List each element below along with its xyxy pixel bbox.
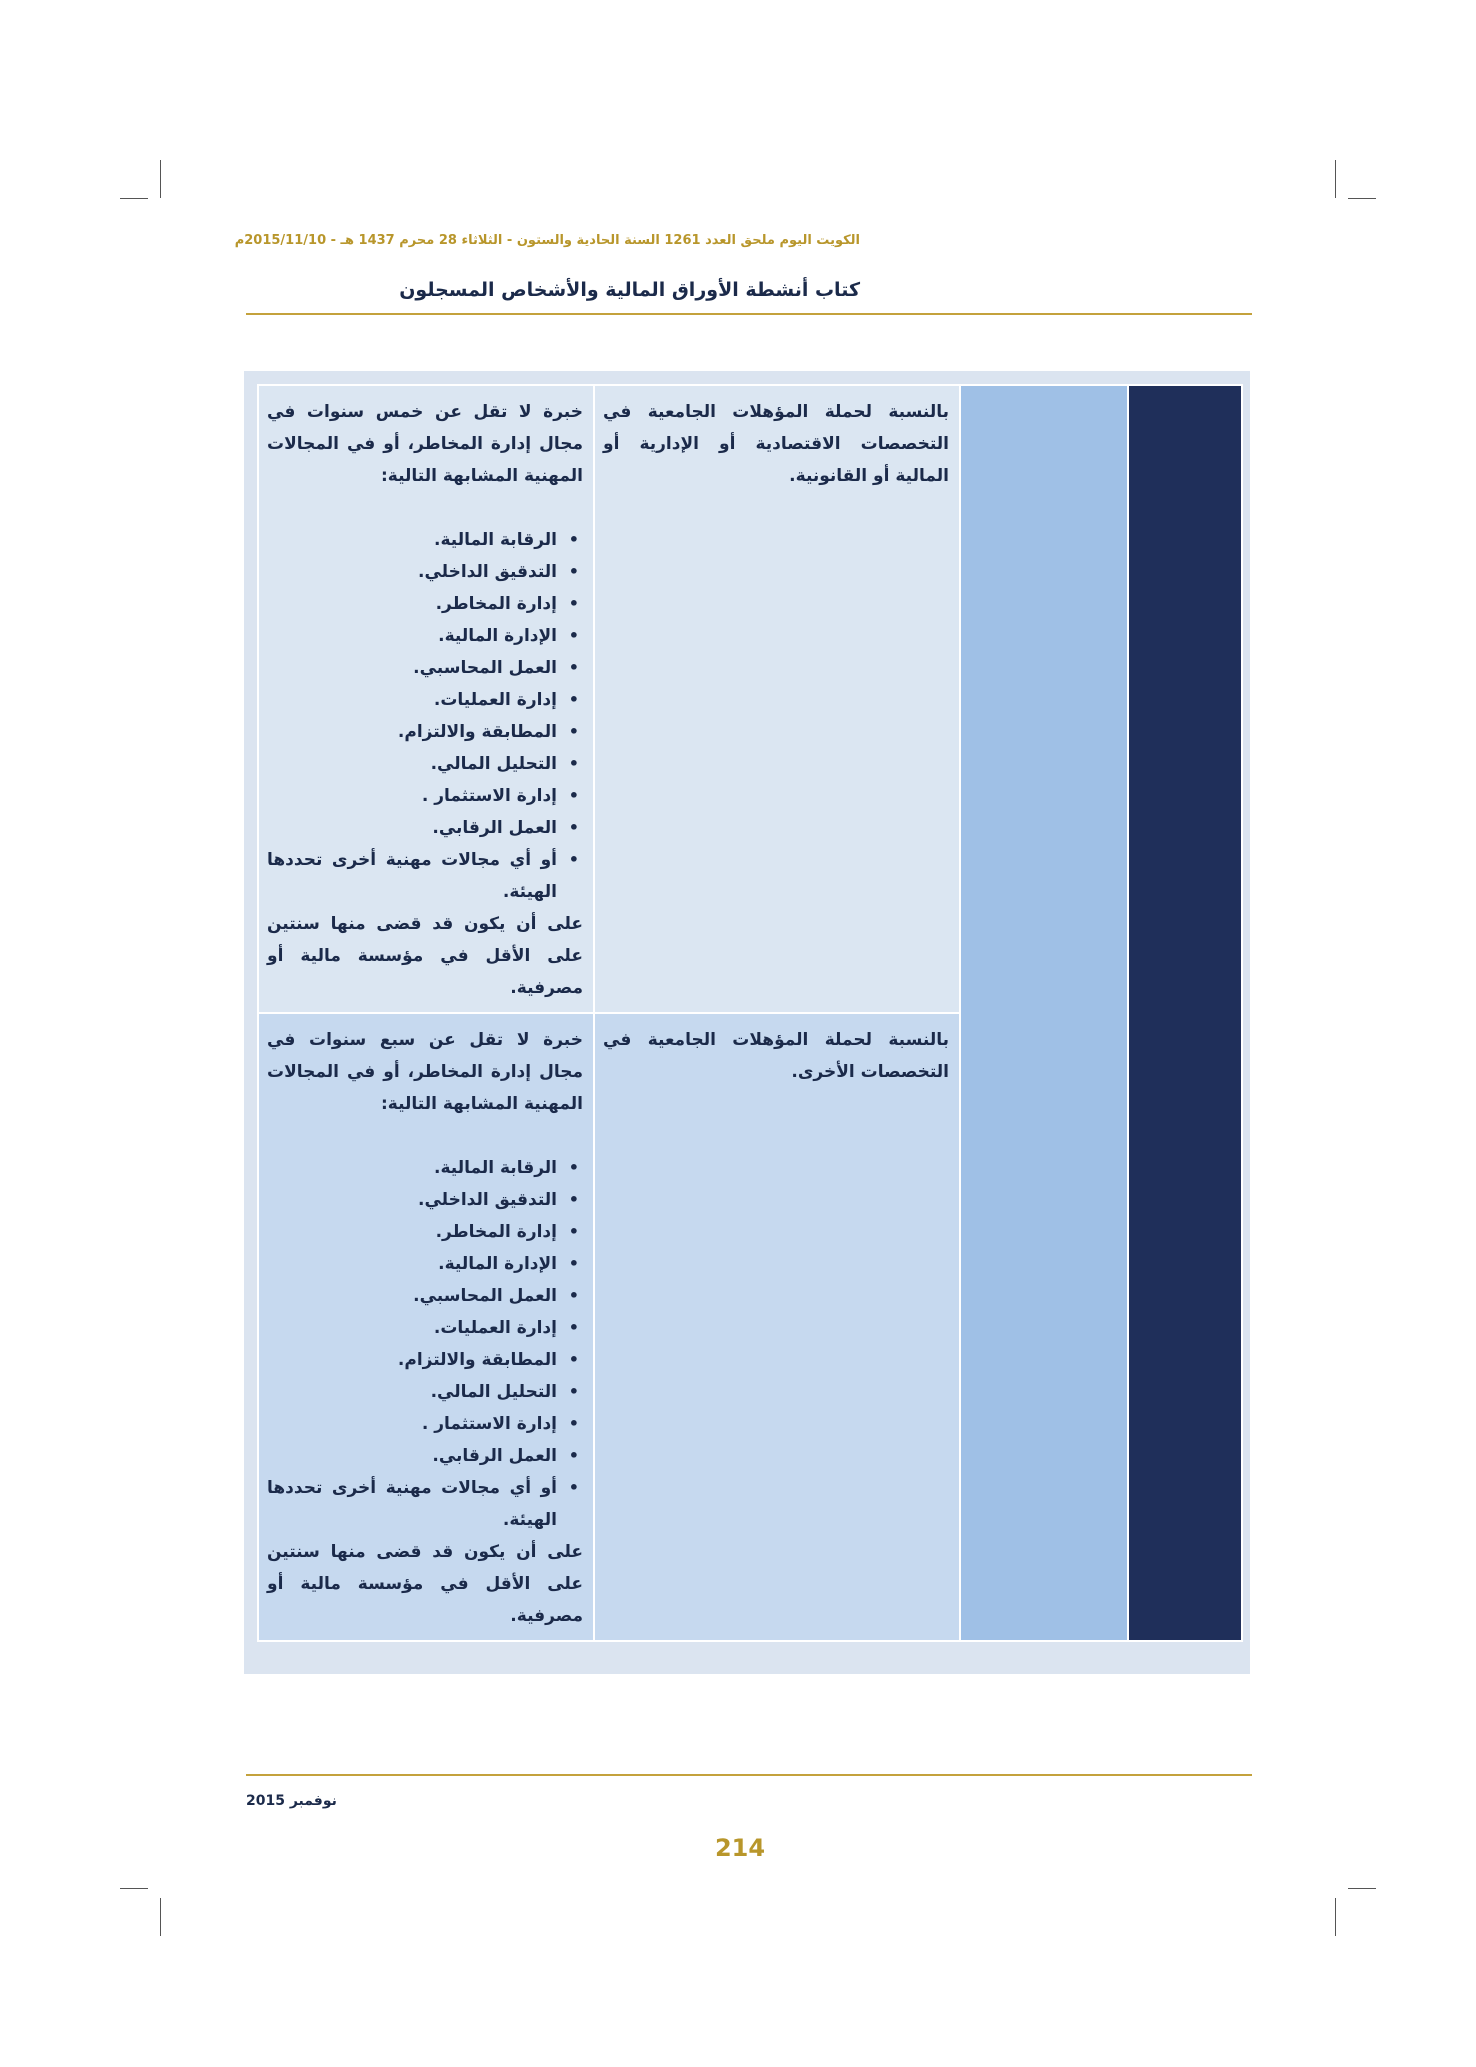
fields-list	[267, 524, 583, 908]
crop-mark-top-left-v	[160, 160, 161, 198]
header-rule	[246, 313, 1252, 315]
crop-mark-top-right-v	[1335, 160, 1336, 198]
experience-intro: خبرة لا تقل عن خمس سنوات في مجال إدارة المخاطر، أو في المجالات المهنية المشابهة التالية:	[267, 402, 583, 486]
crop-mark-bottom-right-h	[1348, 1888, 1376, 1889]
list-item: • العمل المحاسبي.	[267, 652, 557, 684]
blue-column-cell	[960, 385, 1128, 1641]
list-item: • إدارة المخاطر.	[267, 588, 557, 620]
list-item: • العمل الرقابي.	[267, 1440, 557, 1472]
list-item: • التدقيق الداخلي.	[267, 1184, 557, 1216]
list-item: • المطابقة والالتزام.	[267, 1344, 557, 1376]
list-item: • المطابقة والالتزام.	[267, 716, 557, 748]
crop-mark-bottom-left-v	[160, 1898, 161, 1936]
crop-mark-bottom-right-v	[1335, 1898, 1336, 1936]
navy-column-cell	[1128, 385, 1242, 1641]
qualification-cell	[594, 385, 960, 1013]
list-item: • الإدارة المالية.	[267, 620, 557, 652]
crop-mark-top-left-h	[120, 198, 148, 199]
list-item: • إدارة العمليات.	[267, 684, 557, 716]
crop-mark-top-right-h	[1348, 198, 1376, 199]
requirements-table	[257, 384, 1243, 1642]
list-item: • إدارة المخاطر.	[267, 1216, 557, 1248]
list-item: • إدارة الاستثمار .	[267, 780, 557, 812]
experience-cell	[258, 385, 594, 1013]
fields-list	[267, 1152, 583, 1536]
footer-rule	[246, 1774, 1252, 1776]
experience-cell	[258, 1013, 594, 1641]
experience-condition: على أن يكون قد قضى منها سنتين على الأقل في مؤسسة مالية أو مصرفية.	[267, 914, 583, 998]
qualification-text: بالنسبة لحملة المؤهلات الجامعية في التخصصات الأخرى.	[603, 1030, 949, 1082]
list-item: • التدقيق الداخلي.	[267, 556, 557, 588]
list-item: • أو أي مجالات مهنية أخرى تحددها الهيئة.	[267, 1472, 557, 1536]
qualification-text: بالنسبة لحملة المؤهلات الجامعية في التخصصات الاقتصادية أو الإدارية أو المالية أو القانونية.	[603, 402, 949, 486]
gazette-issue-line: الكويت اليوم ملحق العدد 1261 السنة الحادية والستون - الثلاثاء 28 محرم 1437 هـ - 2015/11/10م	[234, 233, 860, 248]
list-item: • التحليل المالي.	[267, 1376, 557, 1408]
page-number: 214	[714, 1834, 766, 1862]
table-row	[258, 385, 1242, 1013]
list-item: • الرقابة المالية.	[267, 1152, 557, 1184]
footer-date: نوفمبر 2015	[246, 1793, 337, 1809]
crop-mark-bottom-left-h	[120, 1888, 148, 1889]
list-item: • الإدارة المالية.	[267, 1248, 557, 1280]
experience-condition: على أن يكون قد قضى منها سنتين على الأقل في مؤسسة مالية أو مصرفية.	[267, 1542, 583, 1626]
experience-intro: خبرة لا تقل عن سبع سنوات في مجال إدارة المخاطر، أو في المجالات المهنية المشابهة التالية:	[267, 1030, 583, 1114]
list-item: • الرقابة المالية.	[267, 524, 557, 556]
book-title: كتاب أنشطة الأوراق المالية والأشخاص المسجلون	[399, 279, 860, 301]
list-item: • العمل المحاسبي.	[267, 1280, 557, 1312]
list-item: • إدارة الاستثمار .	[267, 1408, 557, 1440]
list-item: • أو أي مجالات مهنية أخرى تحددها الهيئة.	[267, 844, 557, 908]
list-item: • التحليل المالي.	[267, 748, 557, 780]
qualification-cell	[594, 1013, 960, 1641]
list-item: • إدارة العمليات.	[267, 1312, 557, 1344]
list-item: • العمل الرقابي.	[267, 812, 557, 844]
